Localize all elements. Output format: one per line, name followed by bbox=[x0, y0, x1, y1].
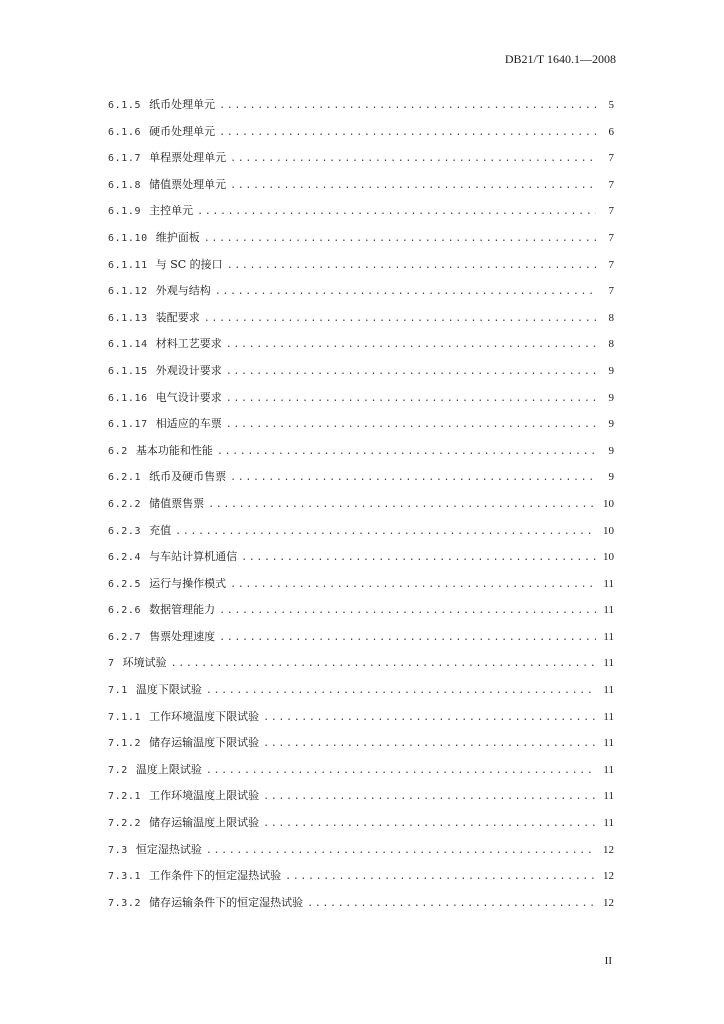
toc-dot-leader bbox=[230, 465, 596, 492]
toc-entry bbox=[108, 491, 614, 518]
toc-entry-page: 6 bbox=[608, 125, 614, 138]
toc-entry-title: 与车站计算机通信 bbox=[149, 550, 238, 564]
toc-dot-leader bbox=[171, 651, 596, 678]
toc-entry-page: 10 bbox=[603, 497, 614, 510]
toc-dot-leader bbox=[226, 386, 596, 413]
toc-entry-number: 6.1.7 bbox=[108, 153, 142, 165]
toc-entry-title: 工作环境温度下限试验 bbox=[149, 709, 260, 723]
toc-entry-title: 材料工艺要求 bbox=[155, 337, 222, 351]
toc-dot-leader bbox=[241, 545, 596, 572]
toc-dot-leader bbox=[226, 332, 596, 359]
toc-entry bbox=[108, 704, 614, 731]
toc-entry-number: 6.2.5 bbox=[108, 578, 142, 590]
toc-entry bbox=[108, 544, 614, 571]
toc-entry bbox=[108, 438, 614, 465]
toc-entry bbox=[108, 198, 614, 225]
toc-dot-leader bbox=[226, 412, 596, 439]
toc-dot-leader bbox=[219, 625, 596, 652]
toc-entry-number: 7.3 bbox=[108, 844, 128, 856]
toc-entry-page: 9 bbox=[608, 444, 614, 457]
toc-entry-page: 11 bbox=[603, 710, 614, 723]
toc-dot-leader bbox=[175, 519, 596, 546]
toc-dot-leader bbox=[208, 492, 596, 519]
toc-entry bbox=[108, 783, 614, 810]
toc-entry-title: 售票处理速度 bbox=[149, 629, 216, 643]
toc-entry-page: 10 bbox=[603, 551, 614, 564]
toc-entry-number: 6.1.5 bbox=[108, 100, 142, 111]
toc-entry-title: 单程票处理单元 bbox=[149, 151, 227, 165]
toc-entry-number: 6.2 bbox=[108, 445, 128, 457]
toc-dot-leader bbox=[204, 226, 596, 253]
toc-entry bbox=[108, 119, 614, 146]
toc-entry-page: 8 bbox=[608, 338, 614, 351]
toc-entry-number: 7.1.2 bbox=[108, 738, 142, 750]
toc-entry bbox=[108, 837, 614, 864]
toc-entry-page: 9 bbox=[608, 471, 614, 484]
toc-entry-number: 6.1.8 bbox=[108, 179, 142, 191]
toc-entry-page: 11 bbox=[603, 577, 614, 590]
toc-entry-number: 7.2.2 bbox=[108, 818, 142, 830]
toc-entry-number: 7.2.1 bbox=[108, 791, 142, 803]
document-id-header: DB21/T 1640.1—2008 bbox=[504, 52, 616, 66]
toc-entry-page: 8 bbox=[608, 311, 614, 324]
toc-entry-page: 11 bbox=[603, 763, 614, 776]
toc-entry-title: 恒定湿热试验 bbox=[135, 842, 202, 856]
toc-dot-leader bbox=[206, 678, 596, 705]
toc-entry-page: 11 bbox=[603, 604, 614, 617]
toc-dot-leader bbox=[263, 811, 596, 838]
toc-dot-leader bbox=[263, 784, 596, 811]
toc-entry-number: 6.2.4 bbox=[108, 552, 142, 564]
toc-entry-number: 6.1.14 bbox=[108, 339, 148, 351]
toc-entry-number: 7 bbox=[108, 658, 115, 670]
toc-entry-number: 6.2.6 bbox=[108, 605, 142, 617]
toc-entry bbox=[108, 863, 614, 890]
toc-dot-leader bbox=[197, 199, 596, 226]
toc-entry-title: 温度上限试验 bbox=[135, 762, 202, 776]
toc-entry-title: 维护面板 bbox=[155, 230, 200, 244]
toc-entry bbox=[108, 890, 614, 917]
toc-entry-page: 12 bbox=[603, 843, 614, 856]
toc-dot-leader bbox=[263, 705, 596, 732]
toc-entry-title: 基本功能和性能 bbox=[135, 443, 213, 457]
toc-entry-number: 6.1.15 bbox=[108, 365, 148, 377]
toc-dot-leader bbox=[230, 173, 596, 200]
toc-entry-title: 与 SC 的接口 bbox=[155, 257, 223, 271]
toc-entry bbox=[108, 810, 614, 837]
toc-entry-title: 充值 bbox=[149, 523, 172, 537]
toc-entry-page: 11 bbox=[603, 657, 614, 670]
toc-entry-number: 6.1.10 bbox=[108, 232, 148, 244]
toc-entry-title: 纸币及硬币售票 bbox=[149, 470, 227, 484]
toc-entry-page: 7 bbox=[608, 285, 614, 298]
toc-entry-title: 温度下限试验 bbox=[135, 683, 202, 697]
toc-entry bbox=[108, 757, 614, 784]
toc-entry-title: 工作环境温度上限试验 bbox=[149, 789, 260, 803]
toc-entry bbox=[108, 252, 614, 279]
toc-entry-title: 纸币处理单元 bbox=[149, 98, 216, 111]
toc-dot-leader bbox=[219, 93, 596, 120]
toc-entry-number: 7.3.2 bbox=[108, 897, 142, 909]
toc-entry bbox=[108, 385, 614, 412]
toc-entry-title: 运行与操作模式 bbox=[149, 576, 227, 590]
toc-entry bbox=[108, 571, 614, 598]
page-number: II bbox=[604, 955, 612, 967]
toc-entry-page: 11 bbox=[603, 737, 614, 750]
toc-entry-number: 6.1.13 bbox=[108, 312, 148, 324]
toc-entry-title: 储值票售票 bbox=[149, 496, 205, 510]
toc-entry-page: 7 bbox=[608, 178, 614, 191]
toc-dot-leader bbox=[219, 598, 596, 625]
toc-entry-number: 6.1.12 bbox=[108, 286, 148, 298]
toc-dot-leader bbox=[215, 279, 596, 306]
toc-entry bbox=[108, 677, 614, 704]
toc-entry bbox=[108, 225, 614, 252]
toc-entry-title: 储存运输温度下限试验 bbox=[149, 736, 260, 750]
toc-dot-leader bbox=[285, 864, 596, 891]
toc-entry bbox=[108, 92, 614, 119]
toc-entry-number: 6.2.2 bbox=[108, 498, 142, 510]
toc-entry-page: 12 bbox=[603, 896, 614, 909]
toc-entry-number: 6.2.7 bbox=[108, 631, 142, 643]
toc-entry-page: 7 bbox=[608, 258, 614, 271]
toc-entry bbox=[108, 331, 614, 358]
toc-entry-page: 7 bbox=[608, 152, 614, 165]
toc-entry-page: 11 bbox=[603, 630, 614, 643]
toc-dot-leader bbox=[206, 838, 596, 865]
toc-dot-leader bbox=[204, 306, 596, 333]
toc-entry-page: 11 bbox=[603, 684, 614, 697]
toc-entry bbox=[108, 650, 614, 677]
toc-entry-number: 6.1.11 bbox=[108, 259, 148, 271]
toc-entry-title: 装配要求 bbox=[155, 310, 200, 324]
toc-entry-number: 6.1.6 bbox=[108, 126, 142, 138]
toc-entry bbox=[108, 464, 614, 491]
table-of-contents bbox=[108, 92, 614, 916]
toc-entry-number: 7.1.1 bbox=[108, 711, 142, 723]
toc-entry-page: 7 bbox=[608, 231, 614, 244]
toc-entry bbox=[108, 411, 614, 438]
toc-entry-page: 11 bbox=[603, 817, 614, 830]
toc-dot-leader bbox=[219, 120, 596, 147]
toc-entry-page: 5 bbox=[608, 99, 614, 111]
toc-dot-leader bbox=[217, 439, 596, 466]
toc-entry-page: 9 bbox=[608, 391, 614, 404]
toc-entry bbox=[108, 145, 614, 172]
toc-entry-page: 9 bbox=[608, 364, 614, 377]
toc-entry-title: 相适应的车票 bbox=[155, 417, 222, 431]
toc-dot-leader bbox=[227, 253, 596, 280]
toc-entry-title: 储存运输温度上限试验 bbox=[149, 816, 260, 830]
toc-entry-number: 7.1 bbox=[108, 685, 128, 697]
toc-entry bbox=[108, 730, 614, 757]
toc-entry-number: 6.2.1 bbox=[108, 472, 142, 484]
toc-dot-leader bbox=[206, 758, 596, 785]
toc-entry-number: 6.1.9 bbox=[108, 206, 142, 218]
toc-entry-page: 7 bbox=[608, 205, 614, 218]
toc-entry-title: 硬币处理单元 bbox=[149, 124, 216, 138]
toc-entry-number: 7.2 bbox=[108, 764, 128, 776]
toc-entry-number: 6.2.3 bbox=[108, 525, 142, 537]
toc-entry bbox=[108, 624, 614, 651]
toc-dot-leader bbox=[307, 891, 596, 918]
toc-dot-leader bbox=[230, 146, 596, 173]
toc-entry-number: 7.3.1 bbox=[108, 871, 142, 883]
toc-dot-leader bbox=[226, 359, 596, 386]
toc-entry-title: 储存运输条件下的恒定湿热试验 bbox=[149, 895, 304, 909]
toc-entry bbox=[108, 518, 614, 545]
toc-entry-number: 6.1.17 bbox=[108, 419, 148, 431]
toc-entry-title: 储值票处理单元 bbox=[149, 177, 227, 191]
toc-entry-title: 工作条件下的恒定湿热试验 bbox=[149, 869, 282, 883]
toc-entry-title: 外观设计要求 bbox=[155, 363, 222, 377]
toc-entry bbox=[108, 172, 614, 199]
toc-entry-title: 数据管理能力 bbox=[149, 603, 216, 617]
toc-dot-leader bbox=[263, 731, 596, 758]
toc-entry-page: 10 bbox=[603, 524, 614, 537]
toc-entry-page: 12 bbox=[603, 870, 614, 883]
toc-entry bbox=[108, 358, 614, 385]
toc-entry-page: 9 bbox=[608, 418, 614, 431]
toc-entry-title: 外观与结构 bbox=[155, 284, 211, 298]
toc-entry-title: 电气设计要求 bbox=[155, 390, 222, 404]
toc-entry bbox=[108, 278, 614, 305]
toc-entry-title: 环境试验 bbox=[122, 656, 167, 670]
toc-entry-number: 6.1.16 bbox=[108, 392, 148, 404]
toc-entry-title: 主控单元 bbox=[149, 204, 194, 218]
toc-entry bbox=[108, 305, 614, 332]
toc-entry bbox=[108, 597, 614, 624]
toc-entry-page: 11 bbox=[603, 790, 614, 803]
toc-dot-leader bbox=[230, 572, 596, 599]
